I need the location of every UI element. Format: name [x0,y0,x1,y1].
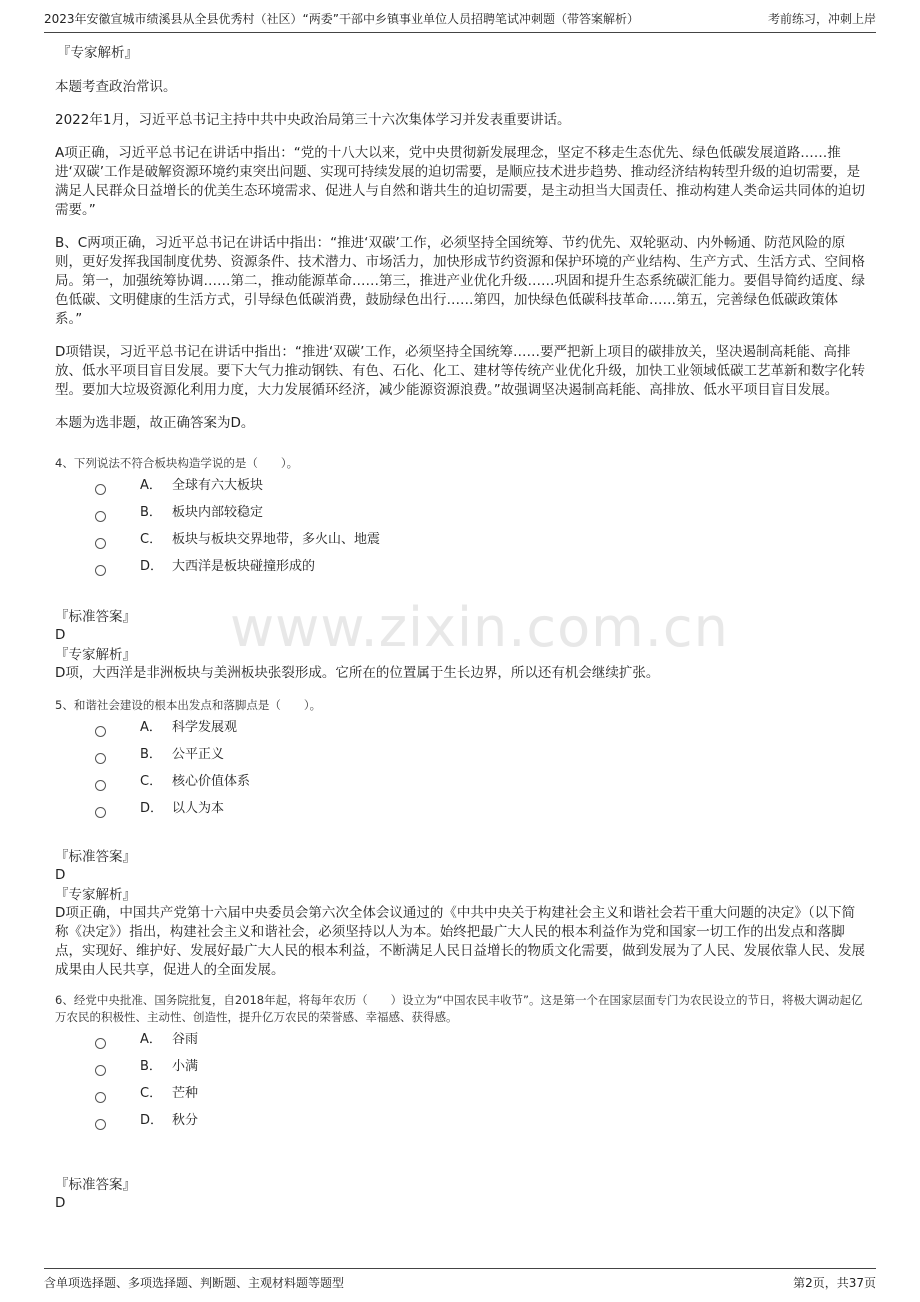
question-5 [55,697,865,980]
expert-analysis-label: 『专家解析』 [55,887,136,903]
option-c[interactable]: C． 芒种 [55,1084,865,1111]
radio-icon[interactable] [95,780,106,791]
question-text: 4、下列说法不符合板块构造学说的是（ ）。 [55,456,299,470]
standard-answer-label: 『标准答案』 [55,849,136,865]
option-b[interactable]: B． 公平正义 [55,745,865,772]
footer-question-types: 含单项选择题、多项选择题、判断题、主观材料题等题型 [44,1275,345,1290]
standard-answer: D [55,867,66,883]
document-title: 2023年安徽宣城市绩溪县从全县优秀村（社区）“两委”干部中乡镇事业单位人员招聘笔试冲刺题（带答案解析） [44,12,639,26]
analysis-paragraph: 本题考查政治常识。 [55,79,177,95]
radio-icon[interactable] [95,565,106,576]
analysis-paragraph: 2022年1月，习近平总书记主持中共中央政治局第三十六次集体学习并发表重要讲话。 [55,112,571,128]
radio-icon[interactable] [95,726,106,737]
option-d[interactable]: D． 大西洋是板块碰撞形成的 [55,557,865,584]
analysis-paragraph: 本题为选非题，故正确答案为D。 [55,415,255,431]
page-content [55,44,865,1212]
analysis-paragraph: A项正确，习近平总书记在讲话中指出：“党的十八大以来，党中央贯彻新发展理念，坚定不移走生态优先、绿色低碳发展道路……推进‘双碳’工作是破解资源环境约束突出问题、实现可持续发展的迫切需要，是顺应技术进步趋势、推动经济结构转型升级的迫切需要，是满足人民群众日益增长的优美生态环境需求、促进人与自然和谐共生的迫切需要，是主动担当大国责任、推动构建人类命运共同体的迫切需要。” [55,145,865,218]
option-a[interactable]: A． 谷雨 [55,1030,865,1057]
radio-icon[interactable] [95,511,106,522]
option-b[interactable]: B． 板块内部较稳定 [55,503,865,530]
expert-analysis-label: 『专家解析』 [57,45,138,61]
analysis-paragraph: D项错误，习近平总书记在讲话中指出：“推进‘双碳’工作，必须坚持全国统筹……要严把新上项目的碳排放关，坚决遏制高耗能、高排放、低水平项目盲目发展。要下大气力推动钢铁、有色、石化、化工、建材等传统产业优化升级，加快工业领域低碳工艺革新和数字化转型。要加大垃圾资源化利用力度，大力发展循环经济，减少能源资源浪费。”故强调坚决遏制高耗能、高排放、低水平项目盲目发展。 [55,344,865,398]
option-c[interactable]: C． 核心价值体系 [55,772,865,799]
radio-icon[interactable] [95,1065,106,1076]
question-text: 6、经党中央批准、国务院批复，自2018年起，将每年农历（ ）设立为“中国农民丰收节”。这是第一个在国家层面专门为农民设立的节日，将极大调动起亿万农民的积极性、主动性、创造性，提升亿万农民的荣誉感、幸福感、获得感。 [55,993,863,1024]
standard-answer: D [55,627,66,643]
option-d[interactable]: D． 以人为本 [55,799,865,826]
standard-answer: D [55,1195,66,1211]
option-a[interactable]: A． 全球有六大板块 [55,476,865,503]
options-list [55,476,865,584]
page-header [44,10,876,33]
radio-icon[interactable] [95,753,106,764]
radio-icon[interactable] [95,807,106,818]
options-list [55,1030,865,1138]
analysis-paragraph: B、C两项正确，习近平总书记在讲话中指出：“推进‘双碳’工作，必须坚持全国统筹、节约优先、双轮驱动、内外畅通、防范风险的原则，更好发挥我国制度优势、资源条件、技术潜力、市场活力，加快形成节约资源和保护环境的产业结构、生产方式、生活方式、空间格局。第一，加强统筹协调……第二，推动能源革命……第三，推进产业优化升级……巩固和提升生态系统碳汇能力。要倡导简约适度、绿色低碳、文明健康的生活方式，引导绿色低碳消费，鼓励绿色出行……第四，加快绿色低碳科技革命……第五，完善绿色低碳政策体系。” [55,235,865,327]
radio-icon[interactable] [95,538,106,549]
option-d[interactable]: D． 秋分 [55,1111,865,1138]
question-text: 5、和谐社会建设的根本出发点和落脚点是（ ）。 [55,698,322,712]
expert-analysis-block [55,44,865,433]
standard-answer-label: 『标准答案』 [55,609,136,625]
question-4 [55,455,865,683]
question-6 [55,992,865,1212]
radio-icon[interactable] [95,1119,106,1130]
standard-answer-label: 『标准答案』 [55,1177,136,1193]
radio-icon[interactable] [95,1038,106,1049]
watermark: www.zixin.com.cn [230,596,729,659]
header-slogan: 考前练习，冲刺上岸 [767,12,876,26]
radio-icon[interactable] [95,484,106,495]
option-c[interactable]: C． 板块与板块交界地带，多火山、地震 [55,530,865,557]
expert-analysis-label: 『专家解析』 [55,647,136,663]
analysis-paragraph: D项，大西洋是非洲板块与美洲板块张裂形成。它所在的位置属于生长边界，所以还有机会继续扩张。 [55,665,660,681]
page-footer [44,1268,876,1295]
page-number: 第2页，共37页 [793,1275,876,1290]
option-b[interactable]: B． 小满 [55,1057,865,1084]
radio-icon[interactable] [95,1092,106,1103]
options-list [55,718,865,826]
option-a[interactable]: A． 科学发展观 [55,718,865,745]
analysis-paragraph: D项正确，中国共产党第十六届中央委员会第六次全体会议通过的《中共中央关于构建社会主义和谐社会若干重大问题的决定》（以下简称《决定》）指出，构建社会主义和谐社会，必须坚持以人为本。始终把最广大人民的根本利益作为党和国家一切工作的出发点和落脚点，实现好、维护好、发展好最广大人民的根本利益，不断满足人民日益增长的物质文化需要，做到发展为了人民、发展依靠人民、发展成果由人民共享，促进人的全面发展。 [55,905,865,978]
